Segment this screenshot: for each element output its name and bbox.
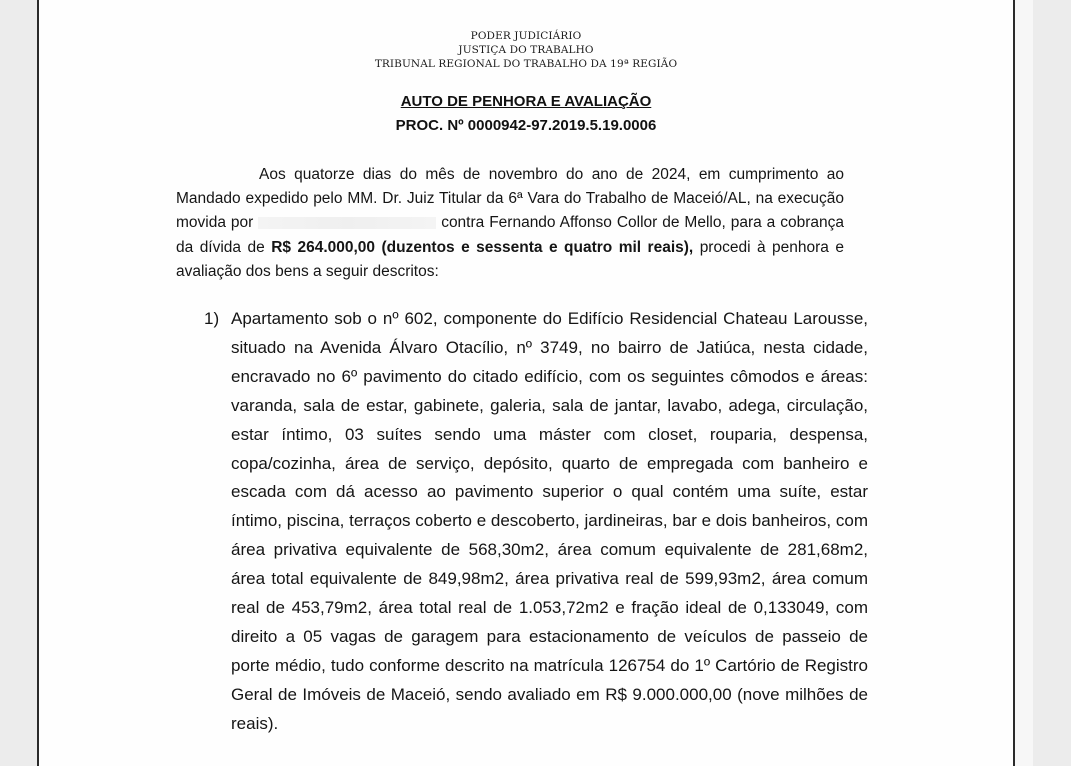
asset-item-number: 1) [204, 309, 220, 328]
header-line-2: JUSTIÇA DO TRABALHO [458, 44, 594, 56]
court-header [39, 29, 1013, 71]
process-number: PROC. Nº 0000942-97.2019.5.19.0006 [395, 117, 657, 134]
asset-item-text: Apartamento sob o nº 602, componente do Edifício Residencial Chateau Larousse, situado na Avenida Álvaro Otacílio, nº 3749, no bairro de Jatiúca, nesta cidade, encravado no 6º pavimento do citado edifício, com os seguintes cômodos e áreas: varanda, sala de estar, gabinete, galeria, sala de jantar, lavabo, adega, circulação, estar íntimo, 03 suítes sendo uma máster com closet, rouparia, despensa, copa/cozinha, área de serviço, depósito, quarto de empregada com banheiro e escada com dá acesso ao pavimento superior o qual contém uma suíte, estar íntimo, piscina, terraços coberto e descoberto, jardineiras, bar e dois banheiros, com área privativa equivalente de 568,30m2, área comum equivalente de 281,68m2, área total equivalente de 849,98m2, área privativa real de 599,93m2, área comum real de 453,79m2, área total real de 1.053,72m2 e fração ideal de 0,133049, com direito a 05 vagas de garagem para estacionamento de veículos de passeio de porte médio, tudo conforme descrito na matrícula 126754 do 1º Cartório de Registro Geral de Imóveis de Maceió, sendo avaliado em R$ 9.000.000,00 (nove milhões de reais). [231, 309, 868, 733]
debt-amount: R$ 264.000,00 (duzentos e sessenta e quatro mil reais), [271, 238, 694, 256]
intro-paragraph [176, 163, 844, 284]
document-title: AUTO DE PENHORA E AVALIAÇÃO [400, 93, 652, 110]
intro-part-2: contra Fernando Affonso Collor de Mello, para a cobrança da dívida de [176, 214, 844, 256]
document-page [37, 0, 1015, 766]
intro-part-3: procedi à penhora e avaliação dos bens a seguir descritos: [176, 238, 844, 280]
redacted-name [258, 217, 436, 229]
viewer-edge [1015, 0, 1033, 766]
header-line-3: TRIBUNAL REGIONAL DO TRABALHO DA 19ª REGIÃO [374, 58, 678, 70]
asset-item [204, 305, 868, 739]
header-line-1: PODER JUDICIÁRIO [470, 30, 582, 42]
intro-part-1: Aos quatorze dias do mês de novembro do ano de 2024, em cumprimento ao Mandado expedido pelo MM. Dr. Juiz Titular da 6ª Vara do Trabalho de Maceió/AL, na execução movida por [176, 166, 844, 232]
